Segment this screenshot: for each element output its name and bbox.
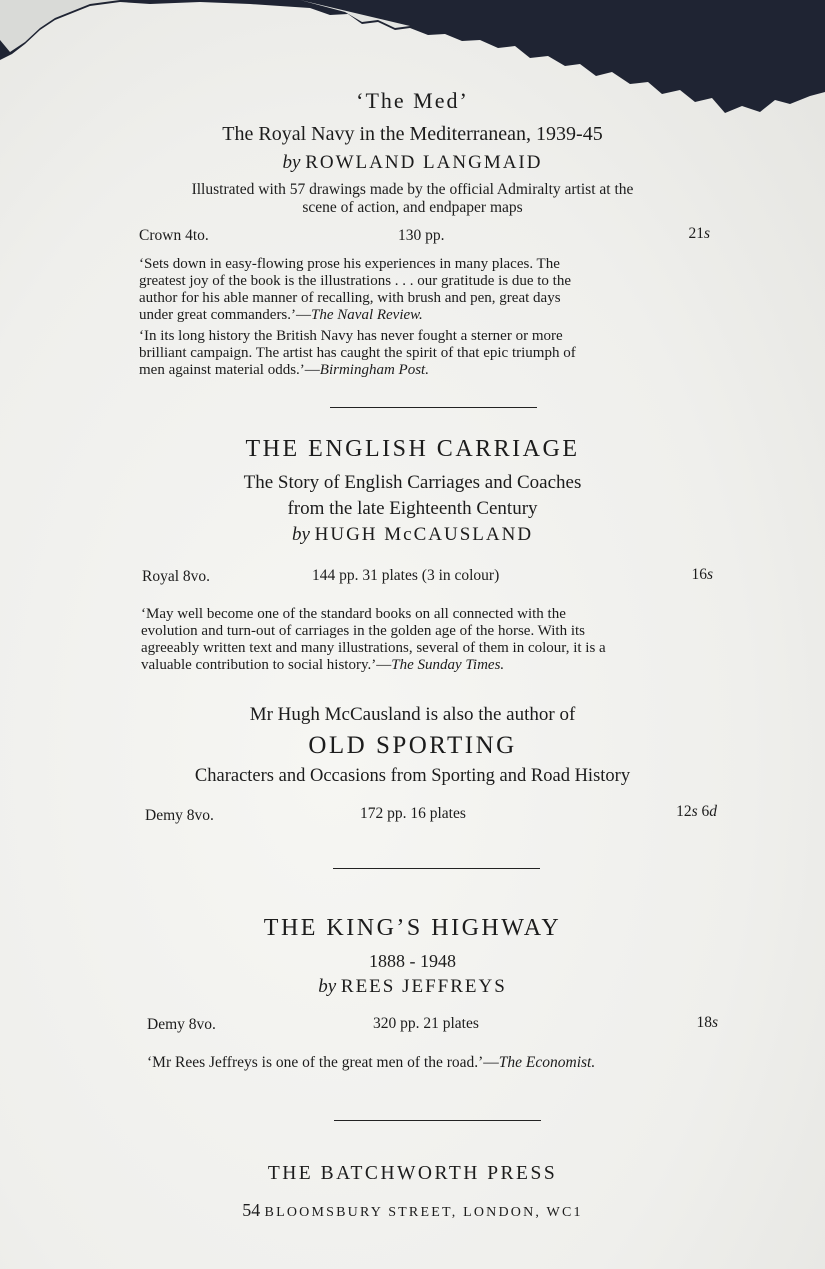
review-line: under great commanders.’—The Naval Review. <box>139 307 423 323</box>
book2-format: Royal 8vo. <box>142 568 211 585</box>
review-line: ‘In its long history the British Navy has never fought a sterner or more <box>139 328 563 344</box>
publisher-address <box>0 1200 825 1221</box>
book3-format: Demy 8vo. <box>147 1016 216 1033</box>
author-name: HUGH McCAUSLAND <box>314 524 534 545</box>
also-pages: 172 pp. 16 plates <box>360 805 466 822</box>
price-value: 12 <box>676 803 692 820</box>
also-format: Demy 8vo. <box>145 807 214 824</box>
price-unit: s <box>711 1014 718 1031</box>
divider-3 <box>334 1120 541 1121</box>
price-value-2: 6 <box>701 803 710 820</box>
by-word: by <box>282 152 301 173</box>
price-value: 16 <box>691 566 707 583</box>
book3-pages: 320 pp. 21 plates <box>373 1015 479 1032</box>
publisher-name: THE BATCHWORTH PRESS <box>267 1163 558 1184</box>
review-line: greatest joy of the book is the illustrations . . . our gratitude is due to the <box>139 273 572 289</box>
also-price <box>676 803 717 821</box>
review-line: author for his able manner of recalling, with brush and pen, great days <box>139 290 561 306</box>
book2-review <box>141 606 715 674</box>
address-street: BLOOMSBURY STREET, LONDON, WC1 <box>264 1205 583 1220</box>
book1-pages: 130 pp. <box>398 227 445 244</box>
book2-price <box>691 566 713 584</box>
review-line: ‘Sets down in easy-flowing prose his experiences in many places. The <box>139 256 560 272</box>
review-line: brilliant campaign. The artist has caught the spirit of that epic triumph of <box>139 345 576 361</box>
desc-line: Illustrated with 57 drawings made by the official Admiralty artist at the <box>191 181 634 198</box>
desc-line: scene of action, and endpaper maps <box>302 199 523 216</box>
review-line: ‘May well become one of the standard books on all connected with the <box>141 606 566 622</box>
book3-byline <box>0 976 825 998</box>
also-author-intro: Mr Hugh McCausland is also the author of <box>249 704 576 725</box>
book2-pages: 144 pp. 31 plates (3 in colour) <box>312 567 500 584</box>
also-title: OLD SPORTING <box>308 732 517 759</box>
review-line: valuable contribution to social history.’—The Sunday Times. <box>141 657 505 673</box>
also-subtitle: Characters and Occasions from Sporting and Road History <box>194 766 631 786</box>
divider-2 <box>333 868 540 869</box>
price-value: 18 <box>696 1014 712 1031</box>
book3-review: ‘Mr Rees Jeffreys is one of the great men of the road.’—The Economist. <box>147 1054 596 1071</box>
author-name: ROWLAND LANGMAID <box>305 152 543 173</box>
book3-price <box>696 1014 718 1032</box>
price-unit: s <box>691 803 698 820</box>
price-unit-2: d <box>709 803 717 820</box>
book1-description <box>0 181 825 217</box>
price-unit: s <box>703 225 710 242</box>
price-unit: s <box>706 566 713 583</box>
book2-subtitle-2: from the late Eighteenth Century <box>287 498 538 519</box>
by-word: by <box>318 976 337 997</box>
review-source: The Sunday Times. <box>391 657 505 673</box>
book1-review-2 <box>139 328 712 379</box>
book1-format: Crown 4to. <box>139 227 209 244</box>
book2-title: THE ENGLISH CARRIAGE <box>245 436 580 462</box>
book1-title: ‘The Med’ <box>356 88 469 113</box>
author-name: REES JEFFREYS <box>340 976 507 997</box>
book1-review-1 <box>139 256 712 324</box>
review-line: men against material odds.’—Birmingham Post. <box>139 362 429 378</box>
review-line: evolution and turn-out of carriages in the golden age of the horse. With its <box>141 623 586 639</box>
review-source: The Economist. <box>498 1054 596 1071</box>
book3-years: 1888 - 1948 <box>369 951 456 971</box>
review-line: agreeably written text and many illustrations, several of them in colour, it is a <box>141 640 606 656</box>
book3-title: THE KING’S HIGHWAY <box>263 915 562 941</box>
book2-subtitle-1: The Story of English Carriages and Coaches <box>243 472 582 493</box>
divider-1 <box>330 407 537 408</box>
by-word: by <box>291 524 310 545</box>
book1-byline <box>0 152 825 174</box>
book1-price <box>688 225 710 243</box>
book1-subtitle: The Royal Navy in the Mediterranean, 1939-45 <box>222 123 603 145</box>
book2-byline <box>0 524 825 546</box>
price-value: 21 <box>688 225 704 242</box>
address-number: 54 <box>242 1200 261 1220</box>
review-source: The Naval Review. <box>311 307 423 323</box>
review-source: Birmingham Post. <box>319 362 429 378</box>
